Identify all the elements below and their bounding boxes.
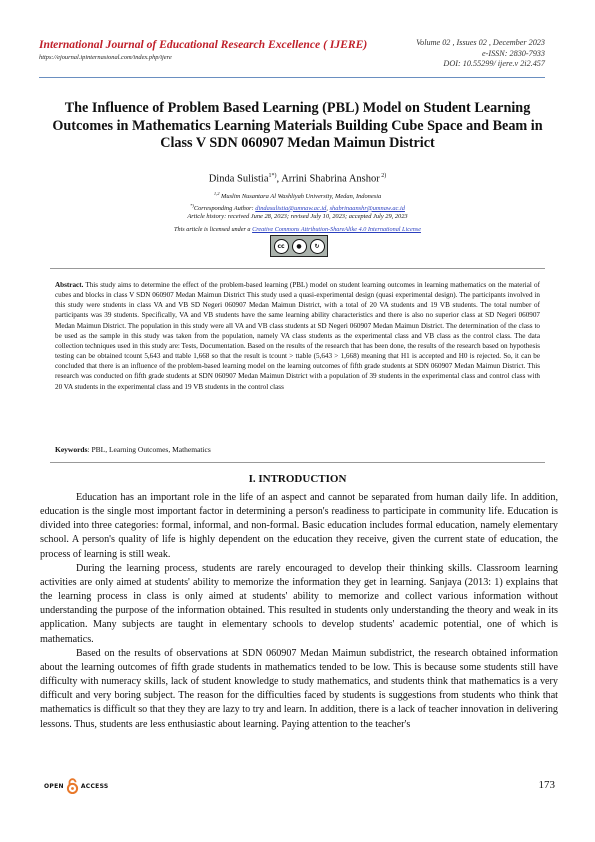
author-1: Dinda Sulistia [208,173,269,185]
paragraph: Education has an important role in the life of an aspect and cannot be separated from human daily life. In addition, education is the single most important factor in determining a person's readiness to participate in community life. Education is divided into three categories: formal, informal, and non-formal. Basic education includes formal education, namely elementary school. A person's quality of life is highly dependent on the education they receive, given the current state of education, the process of learning is still weak. [40,492,558,560]
author-separator: , [276,173,282,185]
body-text [40,491,558,732]
paragraph: Based on the results of observations at SDN 060907 Medan Maimun subdistrict, the research obtained information about the learning outcomes of fifth grade students in mathematics tended to be low. This is because some students still have difficulty with numeracy skills, lack of student knowledge to study mathematics, and students think that mathematics is a very difficult and very boring subject. The reason for the difficulties faced by students is suggestions from students who think that mathematics is difficult so that they they are lazy to try and learn. In addition, there is a lack of teacher innovation in delivering lessons. Thus, students are less enthusiastic about learning. Paying attention to the teacher's [40,647,558,730]
abstract-top-rule [50,268,545,269]
open-access-right: ACCESS [80,782,109,790]
affiliation-block [0,190,595,222]
corresponding-line: *)Corresponding Author: dindasulistia@umnaw.ac.id, shabrinaanshr@umnaw.ac.id [190,202,405,212]
corr-label: Corresponding Author: [193,204,256,212]
authors [0,173,595,185]
open-lock-icon [66,778,79,794]
journal-url[interactable]: https://ejournal.ipinternasional.com/index.php/ijere [39,54,172,61]
author-2-sup: 2) [379,173,387,179]
keywords [55,445,540,454]
sa-icon: ↻ [310,239,325,254]
doi[interactable]: DOI: 10.55299/ ijere.v 2i2.457 [443,59,545,68]
license-line [0,226,595,233]
institution-sup: 1,2 [213,191,220,196]
author-2: Arrini Shabrina Anshor [281,173,380,185]
header-left [39,38,399,61]
paper-title: The Influence of Problem Based Learning (PBL) Model on Student Learning Outcomes in Mathematics Learning Materials Building Cube Space and Beam in Class V SDN 060907 Medan Maimun District [52,100,543,151]
abstract-label: Abstract. [55,281,84,289]
institution: Muslim Nusantara Al Washliyah University, Medan, Indonesia [221,193,382,201]
institution-line [0,190,595,202]
eissn: e-ISSN: 2830-7933 [482,48,545,58]
license-link[interactable]: Creative Commons Attribution-ShareAlike 4.0 International License [252,226,421,233]
author-1-sup: 1*) [268,173,277,179]
keywords-text: : PBL, Learning Outcomes, Mathematics [87,445,211,454]
corr-sup: *) [190,202,194,208]
abstract [55,280,540,392]
keywords-label: Keywords [55,445,88,454]
volume-info: Volume 02 , Issues 02 , December 2023 [416,38,545,47]
header-right [416,38,545,70]
abstract-text: This study aims to determine the effect of the problem-based learning (PBL) model on student learning outcomes in learning mathematics on the material of cubes and blocks in class V SDN 060907 Medan Maimun District This study used a quasi-experimental design (quasi experimental design). The participants involved in this study were students in class VA and VB SD Negeri 060907 Medan Maimun District, with a total of 20 VA students and 19 VB students. The total number of participants was 39 students. Specifically, VA and VB students have the same learning ability characteristics and there is also no superior class at SD Negeri 060907 Medan Maimun District. The population in this study were all VA and VB class students at SD Negeri 060907 Medan Maimun District. The determination of the class to be used as the sample in this study was taken from the population, namely VA class students as the experimental class and VB class as the control class. The data collection techniques used in this study are: Tests, Documentation. Based on the results of the research that has been done, the results of the research based on hypothesis testing can be obtained tcount 5,643 and ttable 1,668 so that the result is tcount > ttable (5,643 > 1,668) meaning that H1 is accepted and H0 is rejected. So, it can be concluded that there is an influence of the problem-based learning model on the learning outcomes of fifth grade students at SDN 060907 Medan Maimun District. This research was conducted on fifth grade students at SDN 060907 Medan Maimun District with a population of 39 students in the experimental class and control class with 20 VA students in the experimental class and 19 VB students in the control class [55,281,540,391]
paragraph: During the learning process, students are rarely encouraged to develop their thinking skills. Classroom learning activities are only aimed at students' ability to memorize the information they get in learning. Sanjaya (2013: 1) explains that the learning process in class is only aimed at students' ability to memorize and collect various information without understanding the purpose of the information obtained. This resulted in students only understanding the theory and weak in its application. Many subjects are taught in elementary schools to develop students' academic potential, one of which is mathematics. [40,562,558,645]
abstract-bottom-rule [50,462,545,463]
cc-icon: cc [274,239,289,254]
license-prefix: This article is licensed under a [174,226,253,233]
journal-title: International Journal of Educational Research Excellence ( IJERE) [39,38,368,51]
article-history: Article history: received June 28, 2023; revised July 10, 2023; accepted July 29, 2023 [187,213,408,221]
by-icon: ● [292,239,307,254]
page-number: 173 [538,779,555,791]
cc-license-badge[interactable] [270,235,328,257]
open-access-left: OPEN [44,782,64,790]
open-access-logo [44,778,109,794]
email-1-link[interactable]: dindasulistia@umnaw.ac.id [255,204,327,212]
header-rule [39,77,545,78]
email-2-link[interactable]: shabrinaanshr@umnaw.ac.id [329,204,405,212]
section-heading: I. INTRODUCTION [248,473,347,485]
